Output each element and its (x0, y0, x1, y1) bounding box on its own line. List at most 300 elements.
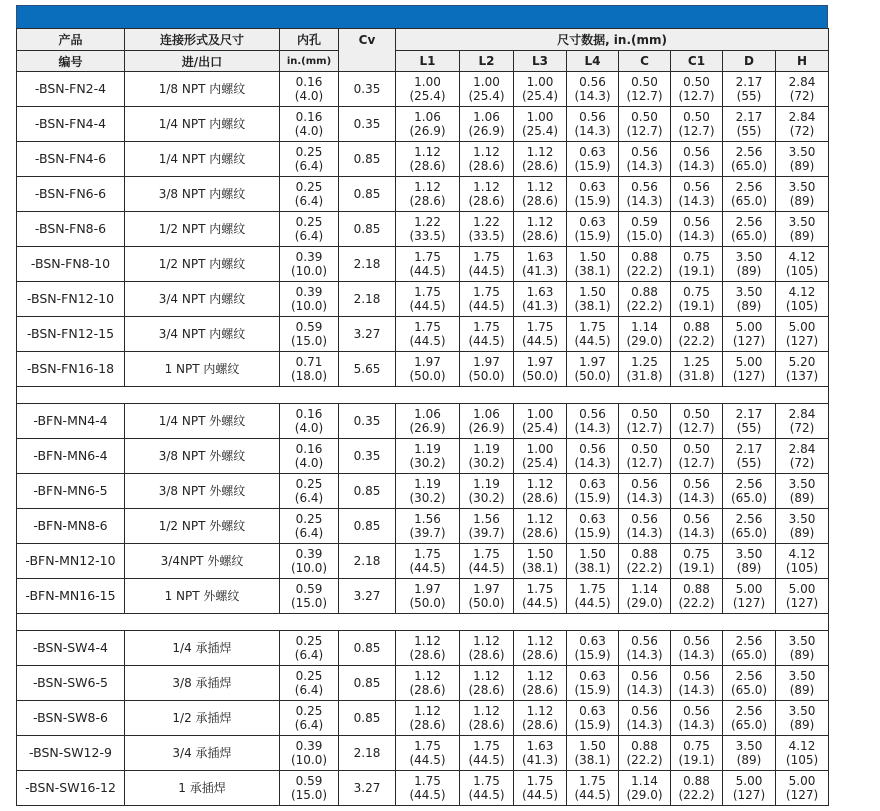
dim-l1-mm: (44.5) (409, 561, 446, 575)
dim-c1-mm: (14.3) (678, 683, 715, 697)
dim-l2-inch: 1.75 (473, 547, 500, 561)
dim-c1-mm: (14.3) (678, 648, 715, 662)
dim-l2 (460, 352, 514, 387)
dim-c-inch: 0.56 (631, 145, 658, 159)
dim-l2-mm: (44.5) (468, 561, 505, 575)
connection-type: 1/4 NPT 内螺纹 (125, 107, 280, 142)
header-dim-l2: L2 (460, 51, 514, 72)
bore-value-inch: 0.16 (295, 75, 323, 89)
table-row (17, 142, 829, 177)
dim-l1-inch: 1.56 (414, 512, 441, 526)
dim-h-inch: 4.12 (788, 739, 816, 753)
dim-l4-inch: 1.50 (579, 250, 606, 264)
dim-l1 (396, 404, 460, 439)
dim-l4-mm: (38.1) (574, 561, 611, 575)
dim-l3 (514, 212, 567, 247)
dim-h-inch: 5.00 (788, 774, 816, 788)
dim-c-inch: 0.56 (631, 704, 658, 718)
header-dimensions: 尺寸数据, in.(mm) (396, 29, 829, 51)
dim-d (723, 701, 776, 736)
dim-c-mm: (29.0) (626, 788, 663, 802)
bore-value-mm: (6.4) (294, 526, 324, 540)
dim-l4-inch: 0.56 (579, 442, 606, 456)
connection-type: 1 承插焊 (125, 771, 280, 806)
dim-h-inch: 3.50 (788, 634, 816, 648)
bore-value (280, 509, 339, 544)
product-code: -BFN-MN6-5 (17, 474, 125, 509)
dim-l2-mm: (44.5) (468, 334, 505, 348)
dim-l2-mm: (44.5) (468, 753, 505, 767)
dim-l4 (567, 404, 619, 439)
table-row (17, 404, 829, 439)
dim-d-inch: 2.17 (735, 442, 763, 456)
dim-l4 (567, 72, 619, 107)
dim-c-inch: 1.14 (631, 582, 658, 596)
dim-h-inch: 4.12 (788, 250, 816, 264)
dim-l1-inch: 1.75 (414, 774, 441, 788)
bore-value (280, 474, 339, 509)
bore-value-inch: 0.25 (295, 512, 323, 526)
dim-l1-inch: 1.75 (414, 285, 441, 299)
dim-c1-mm: (22.2) (678, 788, 715, 802)
dim-c-mm: (12.7) (626, 456, 663, 470)
dim-l1 (396, 352, 460, 387)
dim-h-inch: 2.84 (788, 110, 816, 124)
dim-c1 (671, 544, 723, 579)
dim-l3-mm: (44.5) (521, 788, 559, 802)
dim-d-mm: (65.0) (730, 194, 768, 208)
dim-d-inch: 5.00 (735, 355, 763, 369)
cv-value: 2.18 (339, 544, 396, 579)
dim-l2-mm: (33.5) (468, 229, 505, 243)
table-row (17, 212, 829, 247)
dim-d (723, 107, 776, 142)
dim-h (776, 177, 829, 212)
dim-c-mm: (12.7) (626, 421, 663, 435)
dim-l2-mm: (44.5) (468, 264, 505, 278)
dim-d (723, 474, 776, 509)
dim-l2-mm: (30.2) (468, 456, 505, 470)
dim-c1 (671, 439, 723, 474)
dim-l2 (460, 72, 514, 107)
table-row (17, 107, 829, 142)
dim-l3-inch: 1.12 (526, 669, 554, 683)
dim-l1 (396, 282, 460, 317)
dim-c-mm: (22.2) (626, 561, 663, 575)
connection-type: 3/4NPT 外螺纹 (125, 544, 280, 579)
dim-h-inch: 2.84 (788, 442, 816, 456)
dim-l1 (396, 771, 460, 806)
dim-h-mm: (127) (785, 334, 819, 348)
dim-h-mm: (105) (785, 264, 819, 278)
dim-h-inch: 4.12 (788, 547, 816, 561)
dim-l4-mm: (15.9) (574, 683, 611, 697)
dim-l2-mm: (50.0) (468, 596, 505, 610)
dim-d-mm: (65.0) (730, 229, 768, 243)
dim-l3 (514, 282, 567, 317)
header-cv: Cv (339, 29, 396, 72)
dim-c1 (671, 736, 723, 771)
dim-l3-mm: (50.0) (521, 369, 559, 383)
bore-value (280, 282, 339, 317)
dim-c-inch: 0.50 (631, 75, 658, 89)
dim-c1 (671, 579, 723, 614)
bore-value-mm: (6.4) (294, 683, 324, 697)
dim-l1-mm: (26.9) (409, 421, 446, 435)
bore-value-mm: (6.4) (294, 159, 324, 173)
dim-l3-inch: 1.75 (526, 774, 554, 788)
dim-l2-inch: 1.06 (473, 110, 500, 124)
dim-l3-mm: (28.6) (521, 491, 559, 505)
connection-type: 3/8 NPT 外螺纹 (125, 474, 280, 509)
dim-c-inch: 0.50 (631, 442, 658, 456)
dim-c-inch: 0.56 (631, 634, 658, 648)
dim-c-mm: (12.7) (626, 124, 663, 138)
dim-l2 (460, 404, 514, 439)
dim-l2-inch: 1.56 (473, 512, 500, 526)
dim-l1 (396, 701, 460, 736)
dim-l1-mm: (25.4) (409, 89, 446, 103)
dim-h-mm: (137) (785, 369, 819, 383)
dim-l4 (567, 771, 619, 806)
dim-d (723, 544, 776, 579)
dim-l4-inch: 1.75 (579, 320, 606, 334)
dim-l2 (460, 509, 514, 544)
dim-c1-inch: 0.50 (683, 407, 710, 421)
header-dim-c1: C1 (671, 51, 723, 72)
dim-c1-inch: 0.50 (683, 110, 710, 124)
table-row (17, 509, 829, 544)
dim-h-inch: 3.50 (788, 145, 816, 159)
connection-type: 3/8 NPT 内螺纹 (125, 177, 280, 212)
dim-l3 (514, 544, 567, 579)
header-connection: 连接形式及尺寸 (125, 29, 280, 51)
dim-l1-mm: (50.0) (409, 596, 446, 610)
dim-l3 (514, 771, 567, 806)
dim-l1 (396, 317, 460, 352)
dim-h (776, 72, 829, 107)
dim-l3-mm: (28.6) (521, 648, 559, 662)
spec-table-container (16, 5, 828, 806)
dim-l4 (567, 177, 619, 212)
dim-l3-inch: 1.00 (526, 75, 554, 89)
dim-l4-inch: 0.56 (579, 75, 606, 89)
dim-d-mm: (55) (736, 124, 762, 138)
product-code: -BFN-MN8-6 (17, 509, 125, 544)
dim-d-inch: 5.00 (735, 774, 763, 788)
bore-value-inch: 0.39 (295, 285, 323, 299)
dim-d-mm: (127) (732, 369, 766, 383)
dim-h-inch: 2.84 (788, 407, 816, 421)
table-row (17, 247, 829, 282)
dim-l4-inch: 1.50 (579, 547, 606, 561)
dim-l4-mm: (14.3) (574, 124, 611, 138)
bore-value (280, 212, 339, 247)
dim-d-inch: 3.50 (735, 250, 763, 264)
dim-l3 (514, 177, 567, 212)
dim-l3-inch: 1.00 (526, 442, 554, 456)
dim-l2 (460, 771, 514, 806)
product-code: -BSN-FN12-10 (17, 282, 125, 317)
bore-value-inch: 0.25 (295, 669, 323, 683)
dim-l3-mm: (28.6) (521, 229, 559, 243)
dim-l3-inch: 1.63 (526, 250, 554, 264)
dim-c1-inch: 0.56 (683, 145, 710, 159)
dim-c-mm: (29.0) (626, 596, 663, 610)
dim-l4-inch: 0.63 (579, 180, 606, 194)
dim-l4 (567, 247, 619, 282)
dim-h-mm: (89) (789, 229, 815, 243)
dim-l1 (396, 736, 460, 771)
dim-l3-mm: (28.6) (521, 683, 559, 697)
dim-c-inch: 0.59 (631, 215, 658, 229)
bore-value (280, 666, 339, 701)
dim-d-mm: (89) (736, 561, 762, 575)
dim-c1-inch: 0.56 (683, 634, 710, 648)
connection-type: 3/8 NPT 外螺纹 (125, 439, 280, 474)
dim-l2-inch: 1.75 (473, 739, 500, 753)
product-code: -BSN-FN4-6 (17, 142, 125, 177)
dim-l1-inch: 1.06 (414, 407, 441, 421)
separator-cell (17, 614, 829, 631)
dim-c1-mm: (19.1) (678, 264, 715, 278)
dim-l3-inch: 1.00 (526, 110, 554, 124)
dim-l4 (567, 631, 619, 666)
dim-h-mm: (89) (789, 683, 815, 697)
dim-l3 (514, 509, 567, 544)
dim-l1-mm: (30.2) (409, 491, 446, 505)
dim-d (723, 736, 776, 771)
dim-c-inch: 0.50 (631, 407, 658, 421)
dim-c-inch: 0.56 (631, 669, 658, 683)
connection-type: 3/4 NPT 内螺纹 (125, 317, 280, 352)
dim-l1-inch: 1.75 (414, 320, 441, 334)
dim-l3-inch: 1.12 (526, 477, 554, 491)
table-row (17, 72, 829, 107)
dim-l2 (460, 701, 514, 736)
dim-c1-mm: (19.1) (678, 753, 715, 767)
dim-l4-inch: 1.75 (579, 774, 606, 788)
dim-l4-inch: 0.63 (579, 634, 606, 648)
dim-h (776, 474, 829, 509)
bore-value-inch: 0.25 (295, 634, 323, 648)
dim-l1 (396, 247, 460, 282)
dim-c1-inch: 0.56 (683, 215, 710, 229)
connection-type: 1/8 NPT 内螺纹 (125, 72, 280, 107)
dim-l3 (514, 701, 567, 736)
dim-l2-mm: (44.5) (468, 299, 505, 313)
bore-value (280, 579, 339, 614)
dim-l2-inch: 1.75 (473, 774, 500, 788)
dim-h-mm: (89) (789, 526, 815, 540)
dim-c1-mm: (14.3) (678, 194, 715, 208)
dim-d (723, 509, 776, 544)
bore-value-mm: (4.0) (294, 456, 324, 470)
cv-value: 0.85 (339, 142, 396, 177)
dim-d-mm: (65.0) (730, 683, 768, 697)
dim-h (776, 666, 829, 701)
dim-l2 (460, 107, 514, 142)
bore-value (280, 107, 339, 142)
dim-l4 (567, 701, 619, 736)
bore-value-inch: 0.16 (295, 442, 323, 456)
dim-d (723, 72, 776, 107)
dim-c (619, 701, 671, 736)
dim-l1-inch: 1.12 (414, 180, 441, 194)
dim-l4-inch: 0.56 (579, 407, 606, 421)
cv-value: 3.27 (339, 317, 396, 352)
dim-c1 (671, 317, 723, 352)
dim-c-mm: (12.7) (626, 89, 663, 103)
dim-l2 (460, 666, 514, 701)
dim-l3-mm: (41.3) (521, 753, 559, 767)
dim-d (723, 282, 776, 317)
bore-value-mm: (4.0) (294, 89, 324, 103)
cv-value: 2.18 (339, 282, 396, 317)
dim-c-inch: 1.14 (631, 320, 658, 334)
dim-l3-inch: 1.12 (526, 215, 554, 229)
dim-c1 (671, 142, 723, 177)
dim-c-mm: (29.0) (626, 334, 663, 348)
header-bore-unit: in.(mm) (280, 51, 339, 72)
dim-l2-inch: 1.12 (473, 704, 500, 718)
dim-l2 (460, 579, 514, 614)
dim-l2 (460, 474, 514, 509)
dim-l2 (460, 212, 514, 247)
cv-value: 0.35 (339, 72, 396, 107)
dim-l2-mm: (28.6) (468, 718, 505, 732)
dim-c-mm: (22.2) (626, 753, 663, 767)
header-dim-d: D (723, 51, 776, 72)
dim-c1-inch: 0.50 (683, 75, 710, 89)
dim-l2-inch: 1.12 (473, 180, 500, 194)
dim-l3-mm: (41.3) (521, 264, 559, 278)
dim-h (776, 142, 829, 177)
dim-c1-inch: 0.75 (683, 285, 710, 299)
product-code: -BFN-MN12-10 (17, 544, 125, 579)
dim-l3 (514, 439, 567, 474)
dim-l2-mm: (28.6) (468, 683, 505, 697)
dim-l2-mm: (28.6) (468, 159, 505, 173)
dim-l4-mm: (15.9) (574, 648, 611, 662)
bore-value-mm: (6.4) (294, 491, 324, 505)
dim-l4 (567, 142, 619, 177)
section-separator (17, 614, 829, 631)
bore-value-inch: 0.16 (295, 407, 323, 421)
dim-l1 (396, 474, 460, 509)
bore-value-mm: (6.4) (294, 194, 324, 208)
cv-value: 0.35 (339, 439, 396, 474)
bore-value-inch: 0.39 (295, 739, 323, 753)
dim-l1-inch: 1.19 (414, 442, 441, 456)
bore-value-mm: (4.0) (294, 124, 324, 138)
dim-d-mm: (127) (732, 334, 766, 348)
dim-l3 (514, 72, 567, 107)
bore-value-mm: (15.0) (290, 788, 328, 802)
dim-l1-mm: (39.7) (409, 526, 446, 540)
dim-l1-inch: 1.12 (414, 704, 441, 718)
dim-l1-inch: 1.00 (414, 75, 441, 89)
dim-d-inch: 2.17 (735, 110, 763, 124)
dim-d-inch: 2.56 (735, 477, 763, 491)
bore-value-mm: (15.0) (290, 596, 328, 610)
connection-type: 3/8 承插焊 (125, 666, 280, 701)
table-row (17, 177, 829, 212)
dim-c1-mm: (14.3) (678, 229, 715, 243)
bore-value-inch: 0.59 (295, 320, 323, 334)
dim-l3-mm: (25.4) (521, 124, 559, 138)
connection-type: 1/2 NPT 内螺纹 (125, 212, 280, 247)
bore-value (280, 771, 339, 806)
dim-c1-inch: 0.56 (683, 669, 710, 683)
cv-value: 0.85 (339, 212, 396, 247)
dim-l3-mm: (41.3) (521, 299, 559, 313)
dim-l1-inch: 1.12 (414, 669, 441, 683)
dim-l1-mm: (28.6) (409, 194, 446, 208)
cv-value: 0.85 (339, 509, 396, 544)
dim-l3-inch: 1.63 (526, 285, 554, 299)
dim-c1-inch: 0.56 (683, 512, 710, 526)
dim-c-mm: (14.3) (626, 159, 663, 173)
dim-l4 (567, 212, 619, 247)
dim-l4-mm: (50.0) (574, 369, 611, 383)
dim-c-mm: (14.3) (626, 194, 663, 208)
dim-c1-inch: 0.56 (683, 477, 710, 491)
product-code: -BFN-MN6-4 (17, 439, 125, 474)
dim-l1 (396, 631, 460, 666)
dim-h-mm: (89) (789, 718, 815, 732)
dim-h-inch: 3.50 (788, 704, 816, 718)
dim-l3-inch: 1.12 (526, 145, 554, 159)
spec-table (16, 28, 829, 806)
dim-l4-inch: 0.63 (579, 215, 606, 229)
dim-l3-mm: (25.4) (521, 89, 559, 103)
dim-d-mm: (65.0) (730, 526, 768, 540)
dim-c1-mm: (12.7) (678, 421, 715, 435)
dim-c-inch: 0.88 (631, 285, 658, 299)
bore-value-mm: (6.4) (294, 648, 324, 662)
dim-d (723, 404, 776, 439)
dim-l2-inch: 1.97 (473, 582, 500, 596)
dim-l1 (396, 72, 460, 107)
dim-l3 (514, 736, 567, 771)
table-row (17, 317, 829, 352)
dim-h-mm: (127) (785, 788, 819, 802)
dim-c1-mm: (31.8) (678, 369, 715, 383)
dim-l1-mm: (30.2) (409, 456, 446, 470)
product-code: -BSN-SW6-5 (17, 666, 125, 701)
dim-c (619, 282, 671, 317)
dim-h-mm: (89) (789, 159, 815, 173)
dim-l4-mm: (14.3) (574, 456, 611, 470)
product-code: -BSN-SW8-6 (17, 701, 125, 736)
connection-type: 3/4 承插焊 (125, 736, 280, 771)
dim-l1-mm: (28.6) (409, 683, 446, 697)
dim-d-mm: (65.0) (730, 718, 768, 732)
dim-c1-mm: (14.3) (678, 159, 715, 173)
product-code: -BSN-FN16-18 (17, 352, 125, 387)
dim-l3-inch: 1.12 (526, 180, 554, 194)
cv-value: 3.27 (339, 579, 396, 614)
bore-value (280, 404, 339, 439)
dim-l4 (567, 439, 619, 474)
dim-h-inch: 4.12 (788, 285, 816, 299)
dim-c1 (671, 631, 723, 666)
dim-l2-inch: 1.75 (473, 285, 500, 299)
bore-value-mm: (10.0) (290, 753, 328, 767)
dim-l2-inch: 1.00 (473, 75, 500, 89)
dim-l4-inch: 0.63 (579, 512, 606, 526)
